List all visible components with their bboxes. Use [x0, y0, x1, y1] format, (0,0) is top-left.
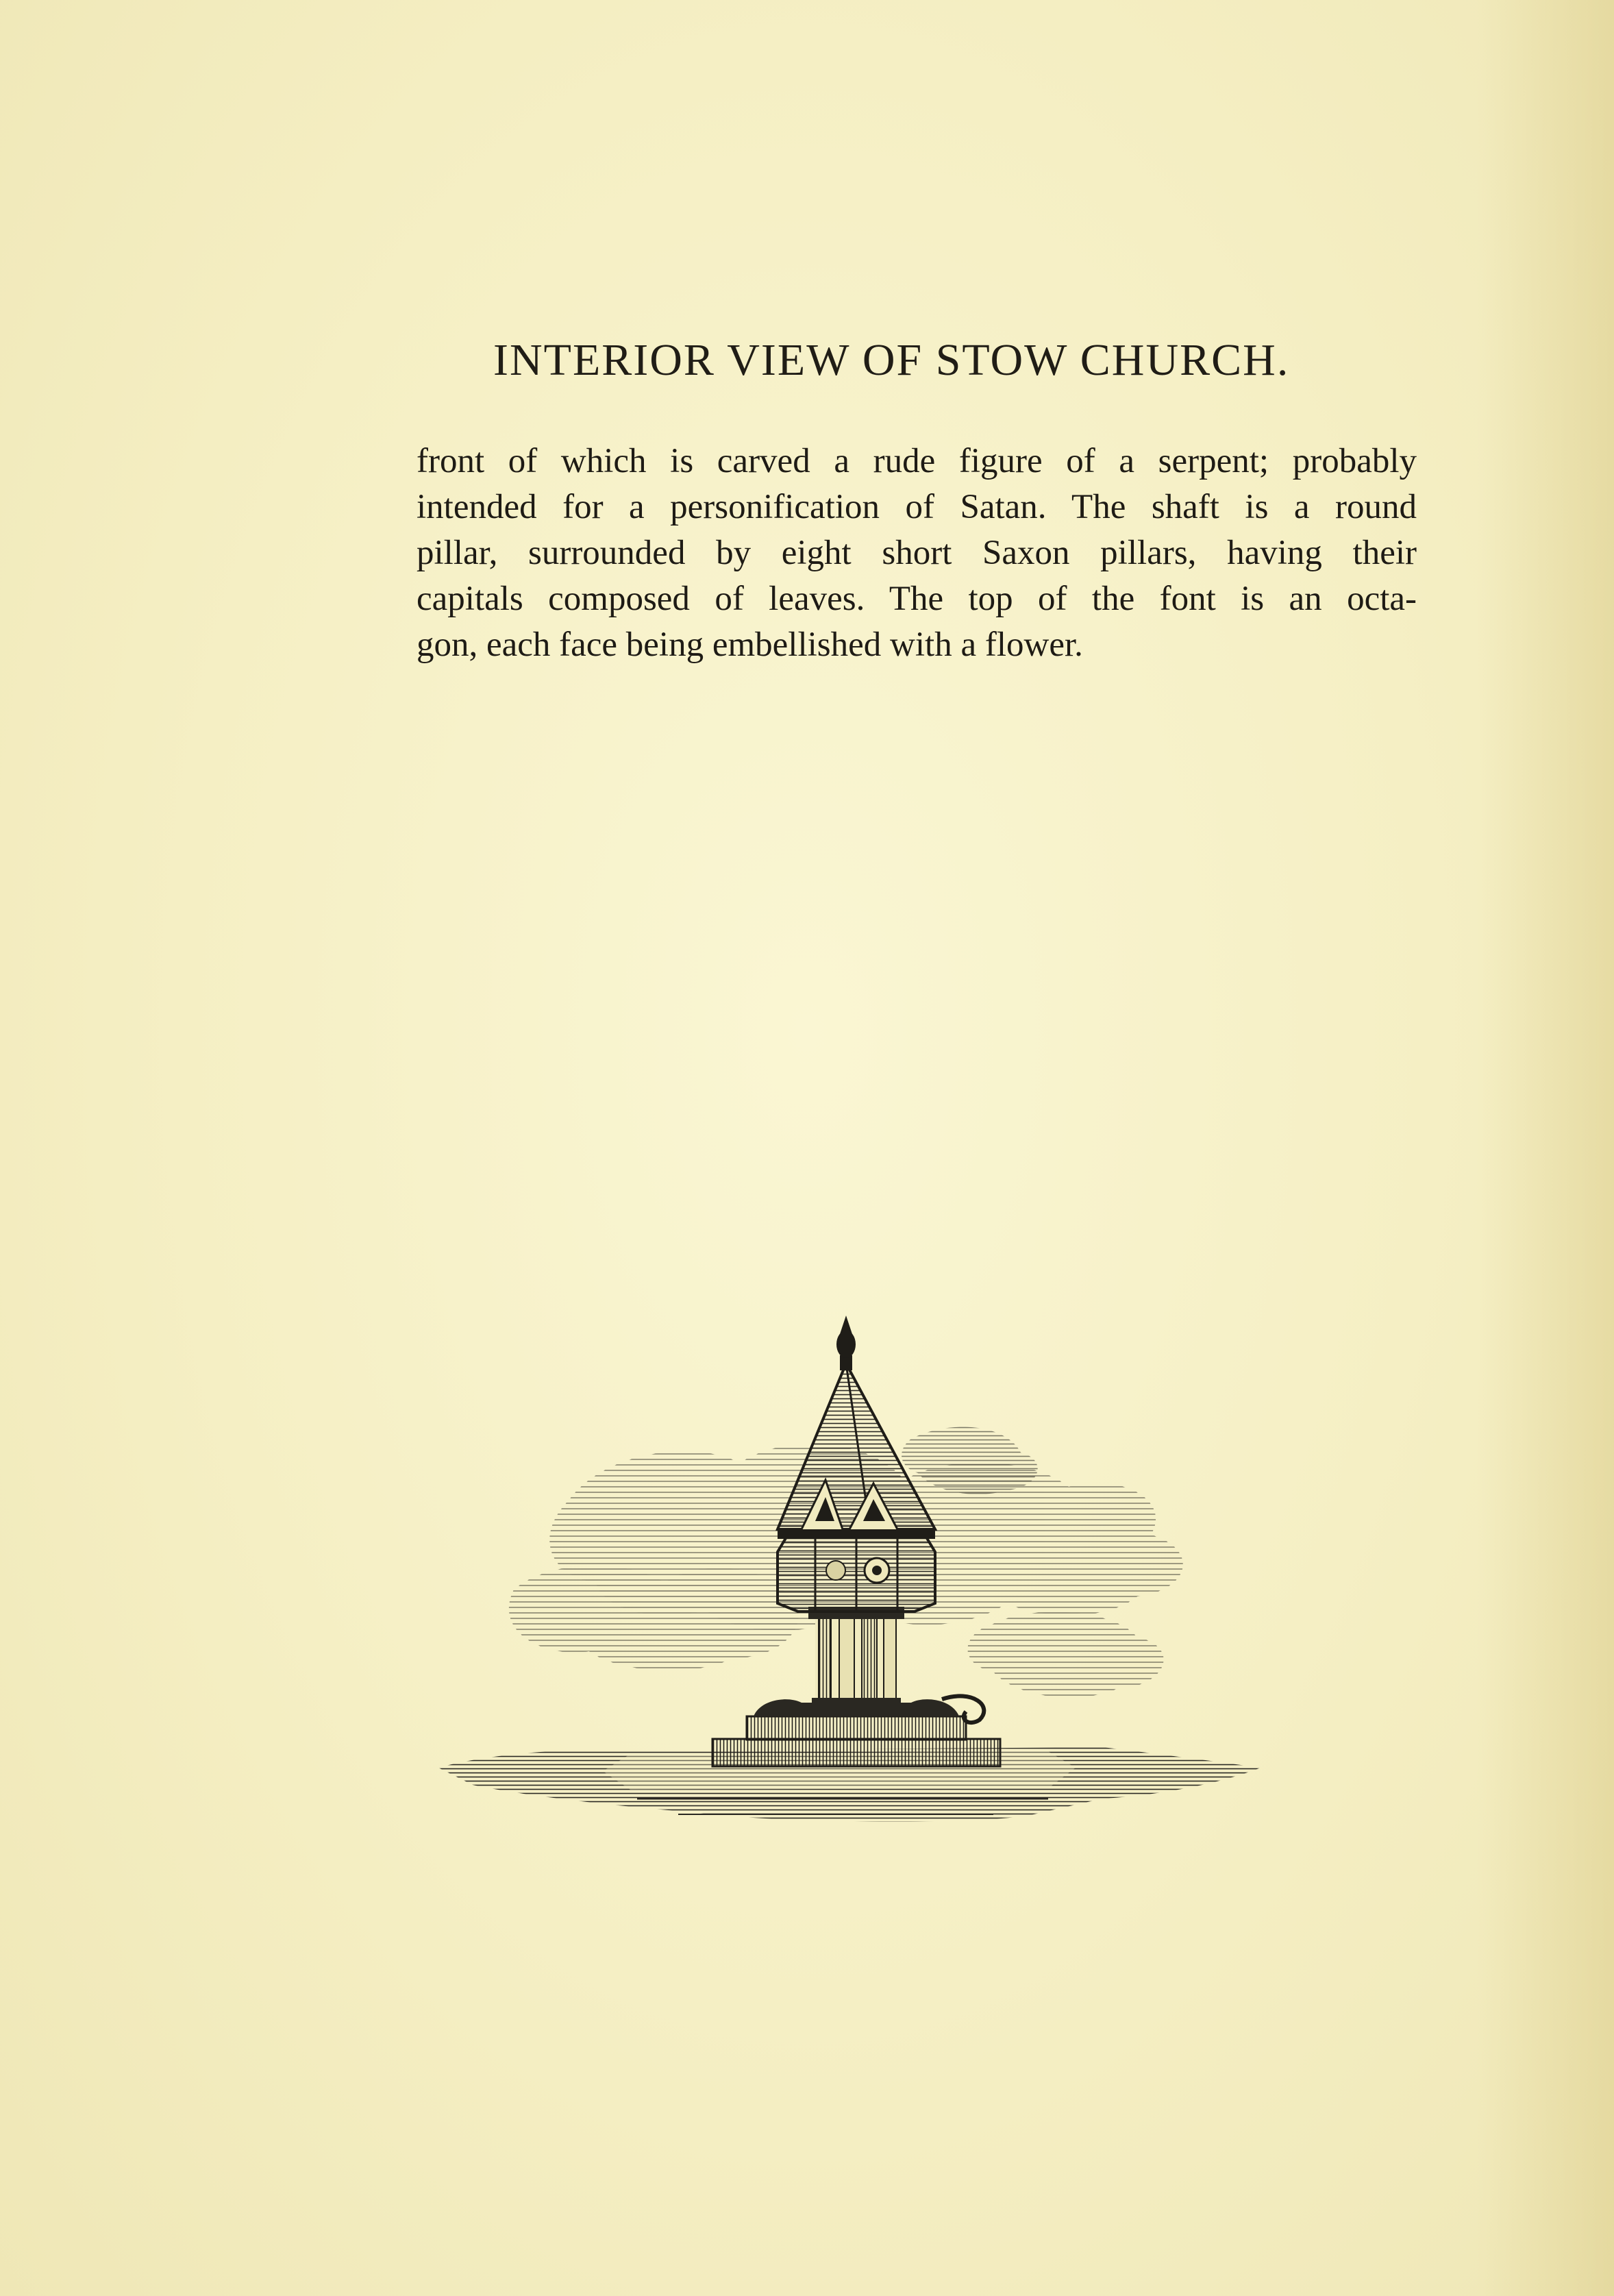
text-line: intended for a personification of Satan. The shaft is a round: [417, 488, 1417, 526]
font-engraving-illustration: [432, 1316, 1288, 1864]
font-bowl: [778, 1529, 935, 1612]
text-line: pillar, surrounded by eight short Saxon pillars, having their: [417, 534, 1417, 572]
text-line: gon, each face being embellished with a flower.: [417, 626, 1083, 664]
text-line: capitals composed of leaves. The top of the font is an octa-: [417, 580, 1417, 618]
font-spire: [778, 1316, 935, 1529]
page-edge-shadow: [1477, 0, 1614, 2296]
font-shaft: [808, 1607, 904, 1706]
font-plinth: [712, 1696, 1000, 1766]
body-paragraph: [417, 439, 1417, 668]
page-heading: INTERIOR VIEW OF STOW CHURCH.: [493, 335, 1290, 385]
text-line: front of which is carved a rude figure of a serpent; probably: [417, 442, 1417, 480]
